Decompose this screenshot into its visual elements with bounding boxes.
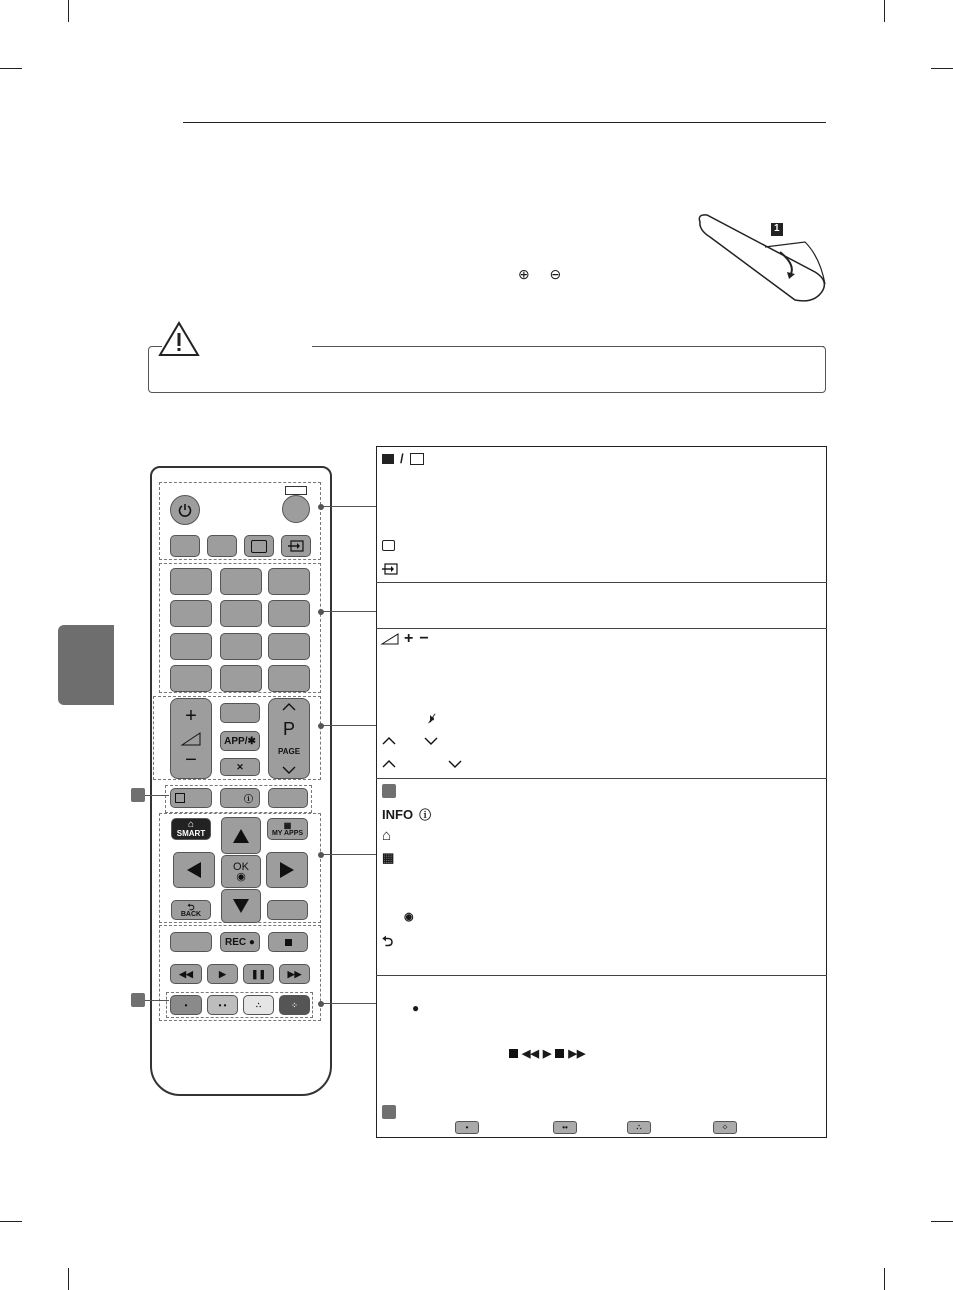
power-icon (178, 503, 192, 517)
callout-line (323, 854, 376, 855)
remote-button[interactable] (170, 932, 212, 952)
my-apps-button[interactable] (267, 818, 308, 840)
number-key[interactable] (220, 633, 262, 660)
number-key[interactable] (268, 568, 310, 595)
header-rule (183, 122, 826, 123)
home-desc (382, 827, 391, 844)
record-icon: ● (412, 1001, 420, 1015)
callout-line (323, 725, 376, 726)
page-p-label: P (282, 719, 295, 739)
number-key[interactable] (170, 665, 212, 692)
stop-icon (509, 1049, 518, 1058)
number-key[interactable] (268, 633, 310, 660)
color-keys-desc (455, 1121, 737, 1134)
back-desc (382, 931, 393, 955)
green-button[interactable]: • • (207, 995, 238, 1015)
mute-button[interactable]: ✕ (220, 758, 260, 776)
remote-button[interactable] (220, 703, 260, 723)
stop-button[interactable] (268, 932, 308, 952)
chapter-tab (58, 625, 114, 705)
volume-desc (382, 630, 429, 648)
teletext-button[interactable] (170, 788, 212, 808)
chevron-up-icon (282, 703, 296, 711)
page-desc (382, 760, 462, 768)
green-key-icon: •• (553, 1121, 577, 1134)
my-apps-label: MY APPS (271, 829, 304, 837)
crop-mark (884, 1268, 885, 1290)
description-divider (376, 628, 827, 629)
number-key[interactable] (220, 568, 262, 595)
red-key-icon: • (455, 1121, 479, 1134)
chevron-down-icon (448, 760, 462, 768)
number-key[interactable] (170, 600, 212, 627)
smart-button[interactable] (171, 818, 211, 840)
arrow-right-icon (280, 862, 294, 878)
step-badge: 1 (774, 223, 780, 234)
nav-left-button[interactable] (173, 852, 215, 888)
rewind-icon: ◀◀ (179, 968, 193, 979)
callout-line (323, 506, 376, 507)
tv-radio-desc: / (382, 451, 424, 466)
yellow-button[interactable]: ∴ (243, 995, 274, 1015)
apps-grid-icon: ▦ (283, 820, 292, 830)
info-button[interactable]: ⓘ (220, 788, 260, 808)
plus-icon: + (404, 630, 414, 647)
callout-line (145, 795, 169, 796)
caution-box (148, 346, 826, 393)
callout-badge (131, 788, 145, 802)
page-rocker[interactable] (268, 698, 310, 779)
apps-grid-icon: ▦ (382, 850, 395, 865)
smart-label: SMART (176, 829, 206, 838)
callout-dot (318, 504, 324, 510)
crop-mark (931, 1221, 953, 1222)
radio-icon (410, 453, 424, 465)
description-badge (382, 784, 396, 798)
caution-title-rule (312, 346, 824, 347)
crop-mark (68, 0, 69, 22)
callout-line (323, 1003, 376, 1004)
play-button[interactable] (207, 964, 238, 984)
number-key[interactable] (170, 568, 212, 595)
yellow-key-icon: ∴ (627, 1121, 651, 1134)
input-button[interactable] (281, 535, 311, 557)
crop-mark (884, 0, 885, 22)
minus-icon: − (419, 630, 429, 647)
chevron-down-icon (282, 766, 296, 774)
input-desc (382, 563, 398, 575)
battery-polarity-symbols (518, 266, 561, 283)
rec-button[interactable] (220, 932, 260, 952)
nav-right-button[interactable] (266, 852, 308, 888)
rec-label: REC (225, 936, 247, 948)
home-icon: ⌂ (187, 819, 195, 830)
ratio-button[interactable] (244, 535, 274, 557)
description-divider (376, 582, 827, 583)
volume-down-icon: − (185, 749, 197, 771)
mute-icon: 🕨̸ (427, 713, 434, 725)
input-icon (382, 563, 398, 575)
crop-mark (0, 68, 22, 69)
callout-badge (131, 993, 145, 1007)
description-divider (376, 975, 827, 976)
ok-wheel-icon: ◉ (404, 911, 414, 923)
ratio-icon (251, 540, 267, 553)
number-key[interactable] (268, 665, 310, 692)
remote-button[interactable] (207, 535, 237, 557)
mute-desc (427, 713, 434, 726)
info-label: INFO (382, 807, 414, 822)
ok-wheel-icon: ◉ (236, 870, 246, 883)
stop-icon (285, 939, 292, 946)
ok-desc (404, 910, 414, 923)
info-icon: ⓘ (419, 808, 432, 822)
info-desc (382, 806, 431, 823)
tv-radio-icon (285, 486, 307, 495)
tv-radio-icon (382, 454, 394, 464)
rewind-button[interactable] (170, 964, 202, 984)
app-button[interactable]: APP/✱ (220, 731, 260, 751)
page-label: PAGE (277, 747, 301, 756)
fast-forward-button[interactable] (279, 964, 310, 984)
pause-icon: ❚❚ (250, 968, 267, 979)
chevron-up-icon (382, 760, 396, 768)
warning-triangle-icon (158, 321, 200, 362)
ratio-icon (382, 540, 395, 551)
callout-dot (318, 609, 324, 615)
number-key[interactable] (220, 665, 262, 692)
remote-button[interactable] (170, 535, 200, 557)
ratio-desc (382, 540, 395, 551)
fast-forward-icon: ▶▶ (568, 1048, 586, 1060)
remote-button[interactable] (268, 788, 308, 808)
description-badge (382, 1105, 396, 1119)
arrow-up-icon (233, 829, 249, 843)
arrow-left-icon (187, 862, 201, 878)
blue-button[interactable]: ⁘ (279, 995, 310, 1015)
record-desc (412, 1001, 419, 1015)
volume-icon (382, 634, 398, 644)
home-icon: ⌂ (382, 827, 392, 844)
callout-line (145, 1000, 169, 1001)
battery-cover-illustration (695, 212, 830, 307)
description-panel (376, 446, 827, 1138)
number-key[interactable] (170, 633, 212, 660)
callout-dot (318, 1001, 324, 1007)
callout-line (323, 611, 376, 612)
nav-down-button[interactable] (221, 889, 261, 923)
arrow-down-icon (233, 899, 249, 913)
remote-button[interactable] (267, 900, 308, 920)
red-button[interactable]: • (170, 995, 202, 1015)
record-icon: ● (248, 936, 255, 948)
chevron-up-icon (382, 737, 396, 745)
ok-label: OK (233, 860, 249, 873)
back-icon: ⮌ (382, 933, 394, 949)
description-divider (376, 778, 827, 779)
tv-radio-button[interactable] (282, 495, 310, 523)
blue-key-icon: ⁘ (713, 1121, 737, 1134)
ok-button[interactable] (221, 855, 261, 888)
crop-mark (931, 68, 953, 69)
nav-up-button[interactable] (221, 817, 261, 854)
program-desc (382, 737, 438, 745)
pause-icon (555, 1049, 564, 1058)
number-key[interactable] (268, 600, 310, 627)
volume-icon (182, 733, 200, 745)
number-key[interactable] (220, 600, 262, 627)
chevron-down-icon (424, 737, 438, 745)
back-label: BACK (180, 910, 202, 918)
fast-forward-icon: ▶▶ (287, 968, 302, 979)
rewind-icon: ◀◀ (522, 1048, 539, 1060)
callout-dot (318, 723, 324, 729)
play-icon: ▶ (219, 968, 226, 979)
power-button[interactable] (170, 495, 200, 525)
callout-dot (318, 852, 324, 858)
volume-rocker[interactable] (170, 698, 212, 779)
volume-up-icon: + (185, 705, 197, 727)
crop-mark (0, 1221, 22, 1222)
play-icon: ▶ (542, 1048, 552, 1060)
pause-button[interactable] (243, 964, 274, 984)
plus-icon: ⊕ (518, 266, 530, 282)
minus-icon: ⊖ (549, 266, 562, 282)
crop-mark (68, 1268, 69, 1290)
playback-desc (509, 1047, 585, 1060)
back-icon: ⮌ (187, 901, 195, 912)
input-icon (288, 540, 304, 552)
apps-desc (382, 850, 394, 866)
teletext-icon (175, 793, 185, 803)
back-button[interactable] (171, 900, 211, 920)
